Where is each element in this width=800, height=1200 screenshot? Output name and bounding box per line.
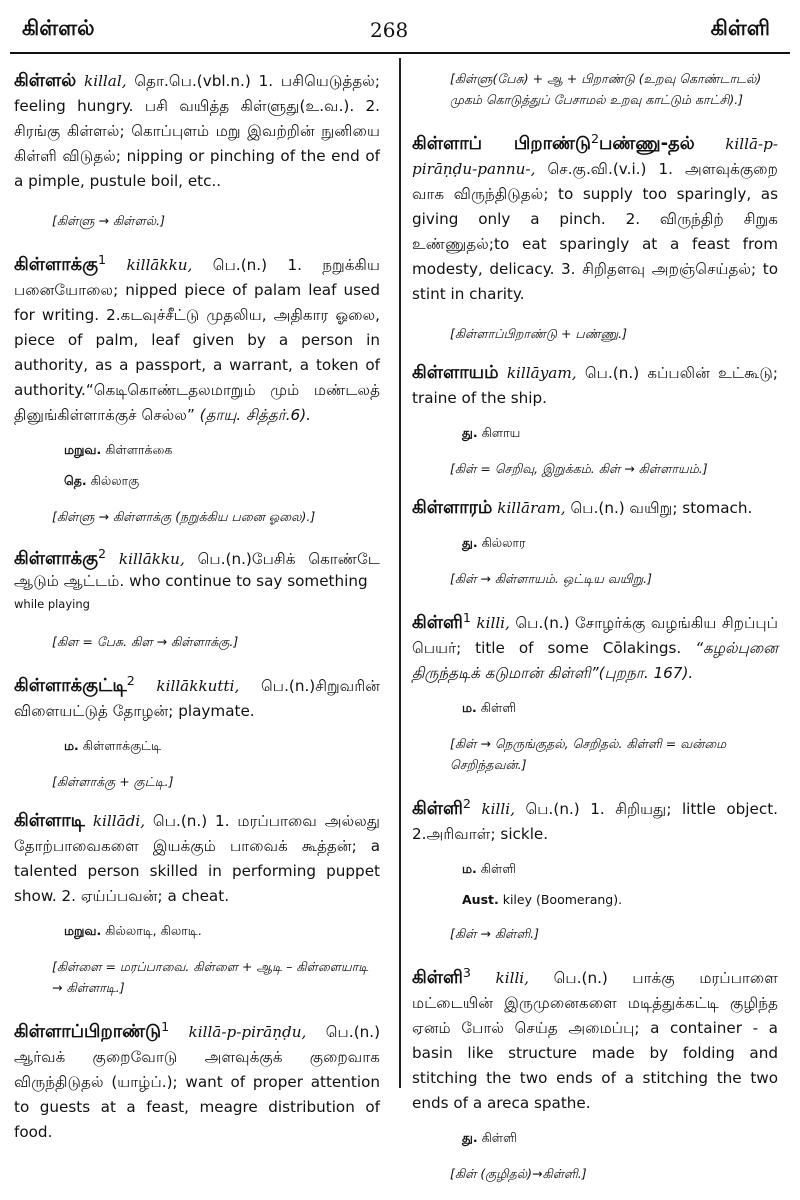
- header-rule: [10, 52, 790, 54]
- homonym-number: 2: [126, 673, 135, 689]
- entry-killi-3: [412, 960, 778, 1116]
- entry-killi-2: [412, 791, 778, 847]
- homonym-number: 1: [161, 1019, 170, 1035]
- headword: கிள்ளாடி: [14, 810, 85, 832]
- homonym-number: 2: [98, 546, 107, 562]
- headword: கிள்ளாயம்: [412, 362, 499, 384]
- left-running-headword: கிள்ளல்: [22, 16, 95, 40]
- citation: (தாயு. சித்தர்.6).: [199, 406, 311, 425]
- cognate: ம. கிள்ளாக்குட்டி: [64, 738, 162, 754]
- etymology: [கிள்ளாக்கு + குட்டி.]: [52, 774, 174, 790]
- cognate: ம. கிள்ளி: [462, 700, 517, 716]
- transliteration: killi,: [481, 800, 515, 819]
- homonym-number: 3: [462, 965, 471, 981]
- citation: (புறநா. 167).: [598, 664, 694, 683]
- transliteration: killi,: [495, 969, 529, 988]
- definition: தொ.பெ.(vbl.n.) 1. பசியெடுத்தல்; feeling hungry. பசி வயித்த கிள்ளுது(உ.வ.). 2. சிரங்கு கிள்ளல்; கொப்புளம் மறு இவற்றின் நுனியை கிள்ளி விடுதல்; nipping or pinching of the end of a pimple, pustule boil, etc..: [14, 72, 381, 190]
- quotation: “கெடிகொண்டதலமாறும் மும் மண்டலத் தினுங்கிள்ளாக்குச் செல்ல”: [14, 381, 380, 425]
- definition: பெ.(n.) சோழர்க்கு வழங்கிய சிறப்புப் பெயர்; title of some Cōlakings.: [412, 614, 778, 658]
- entry-killayam: [412, 360, 778, 411]
- definition: பெ.(n.) 1. மரப்பாவை அல்லது தோற்பாவைகளை இயக்கும் பாவைக் கூத்தன்; a talented person skilled in performing puppet show. 2. ஏய்ப்பவன்; a cheat.: [14, 812, 380, 906]
- etymology: [கிள்ளு(பேசு) + ஆ + பிறாண்டு (உறவு கொண்டாடல்) முகம் கொடுத்துப் பேசாமல் உறவு காட்டும் காட்சி).]: [450, 71, 762, 107]
- entry-killa-p-pirandu-1: [14, 1014, 380, 1145]
- related-form: மறுவ. கில்லாடி, கிலாடி.: [64, 923, 202, 939]
- transliteration: killādi,: [92, 812, 146, 831]
- page-number: 268: [370, 18, 409, 42]
- entry-killal: [14, 68, 380, 194]
- cognate: து. கிள்ளி: [462, 1130, 517, 1146]
- entry-killaram: [412, 495, 778, 521]
- definition: பெ.(n.) வயிறு; stomach.: [565, 499, 753, 518]
- related-form: மறுவ. கிள்ளாக்கை: [64, 442, 173, 458]
- definition: பெ.(n.)பேசிக் கொண்டே ஆடும் ஆட்டம். who continue to say something: [14, 550, 380, 591]
- page-header: [0, 0, 800, 50]
- transliteration: killal,: [84, 72, 127, 90]
- transliteration: killākku,: [126, 256, 193, 275]
- entry-killadi: [14, 808, 380, 909]
- etymology: [கிள் (குழிதல்)→கிள்ளி.]: [450, 1166, 587, 1182]
- definition: பெ.(n.) 1. நறுக்கிய பனையோலை; nipped piece of palam leaf used for writing. 2.கடவுச்சீட்டு முதலிய, அதிகார ஓலை, piece of palm, leaf given by a person in authority, as a passport, a warrant, a token of authority.: [14, 256, 380, 400]
- column-divider: [399, 58, 401, 1088]
- right-column: [412, 68, 778, 1200]
- definition: பெ.(n.) 1. சிறியது; little object. 2.அரிவாள்; sickle.: [412, 800, 779, 844]
- headword: கிள்ளி: [412, 798, 463, 820]
- headword: கிள்ளாக்குட்டி: [14, 675, 127, 697]
- etymology: [கிள் → கிள்ளி.]: [450, 926, 540, 942]
- etymology: [கிள் → கிள்ளாயம். ஒட்டிய வயிறு.]: [450, 571, 653, 587]
- cognate: து. கிளாய: [462, 425, 521, 441]
- cognate: ம. கிள்ளி: [462, 861, 517, 877]
- transliteration: killā-p-pirāṇḍu,: [188, 1023, 307, 1042]
- entry-killakku-1: [14, 247, 380, 428]
- etymology: [கிள்ளாப்பிறாண்டு + பண்ணு.]: [450, 326, 628, 342]
- entry-killa-p-pirandu-pannu: [412, 126, 778, 307]
- etymology: [கிள் → நெருங்குதல், செறிதல். கிள்ளி = வன்மை செறிந்தவன்.]: [450, 736, 727, 773]
- etymology: [கிள்ளு → கிள்ளாக்கு (நறுக்கிய பனை ஓலை).]: [52, 509, 316, 525]
- homonym-number: 1: [462, 610, 471, 626]
- definition: செ.கு.வி.(v.i.) 1. அளவுக்குறை வாக விருந்திடுதல்; to supply too sparingly, as giving only a pinch. 2. விருந்திற் சிறுக உண்ணுதல்;to eat sparingly at a feast from modesty, delicacy. 3. சிறிதளவு அறஞ்செய்தல்; to stint in charity.: [412, 160, 778, 304]
- headword-suffix: பண்ணு-தல்: [599, 133, 695, 155]
- etymology: [கிள்ளை = மரப்பாவை. கிள்ளை + ஆடி – கிள்ளையாடி → கிள்ளாடி.]: [52, 959, 369, 996]
- definition: பெ.(n.) கப்பலின் உட்கூடு; traine of the ship.: [412, 364, 778, 408]
- cognate: Aust. kiley (Boomerang).: [462, 892, 623, 908]
- transliteration: killāram,: [497, 499, 566, 518]
- definition: பெ.(n.)சிறுவரின் விளையட்டுத் தோழன்; playmate.: [14, 677, 380, 721]
- entry-killakkutti: [14, 668, 380, 724]
- homonym-number: 1: [98, 252, 107, 267]
- transliteration: killāyam,: [506, 364, 577, 383]
- transliteration: killi,: [476, 614, 510, 633]
- headword: கிள்ளாக்கு: [14, 548, 99, 570]
- etymology: [கிள்ளு → கிள்ளல்.]: [52, 213, 165, 228]
- definition: பெ.(n.) பாக்கு மரப்பாளை மட்டையின் இருமுனைகளை மடித்துக்கட்டி குழிந்த ஏனம் போல் செய்த அமைப்பு; a container - a basin like structure made by folding and stitching the two ends of a stitching the two ends of a areca spathe.: [412, 969, 779, 1113]
- transliteration: killākku,: [118, 550, 185, 569]
- homonym-number: 2: [462, 796, 471, 812]
- headword: கிள்ளாக்கு: [14, 254, 99, 276]
- homonym-number: 2: [590, 131, 600, 146]
- etymology: [கிள் = செறிவு, இறுக்கம். கிள் → கிள்ளாயம்.]: [450, 461, 708, 477]
- transliteration: killākkutti,: [156, 677, 240, 696]
- headword: கிள்ளாப் பிறாண்டு: [412, 133, 591, 155]
- left-column: [14, 68, 380, 1151]
- cognate: தெ. கில்லாகு: [64, 473, 140, 489]
- headword: கிள்ளல்: [14, 70, 77, 91]
- entry-killi-1: [412, 605, 778, 686]
- right-running-headword: கிள்ளி: [710, 16, 770, 40]
- transliteration: killā-p-pirāṇḍu-pannu-,: [412, 135, 779, 179]
- headword: கிள்ளி: [412, 967, 463, 989]
- definition-continued: while playing: [14, 597, 90, 612]
- etymology: [கிள = பேசு. கிள → கிள்ளாக்கு.]: [52, 634, 239, 650]
- headword: கிள்ளாரம்: [412, 497, 493, 519]
- headword: கிள்ளாப்பிறாண்டு: [14, 1021, 162, 1043]
- headword: கிள்ளி: [412, 612, 463, 634]
- quotation: “கழல்புனை திருந்தடிக் கடுமான் கிள்ளி”: [412, 639, 778, 683]
- definition: பெ.(n.) ஆர்வக் குறைவோடு அளவுக்குக் குறைவாக விருந்திடுதல் (யாழ்ப்.); want of proper attention to guests at a feast, meagre distribution of food.: [14, 1023, 380, 1142]
- entry-killakku-2: [14, 543, 380, 615]
- cognate: து. கில்லார: [462, 535, 526, 551]
